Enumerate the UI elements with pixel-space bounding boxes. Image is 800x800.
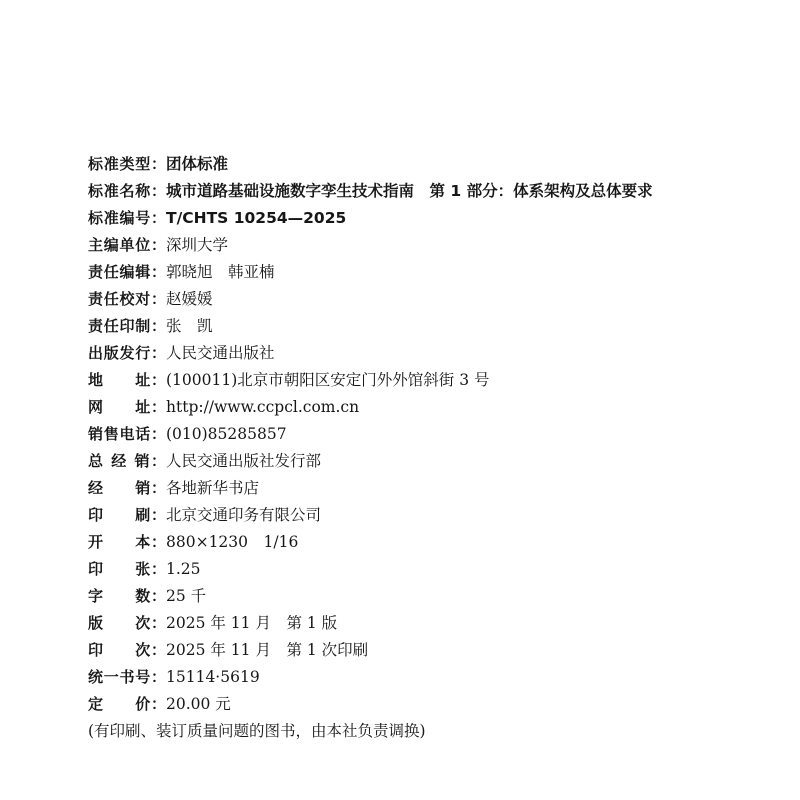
proofreader-row [88, 286, 778, 313]
proofreader-value: 赵媛媛 [166, 290, 213, 308]
printing-label: 印 次： [88, 641, 166, 659]
address-value: (100011)北京市朝阳区安定门外外馆斜街 3 号 [166, 371, 490, 389]
address-row [88, 367, 778, 394]
standard-type-label: 标准类型： [88, 155, 166, 173]
chief-editor-unit-row [88, 232, 778, 259]
publisher-label: 出版发行： [88, 344, 166, 362]
distributor-value: 各地新华书店 [166, 479, 260, 497]
word-count-label: 字 数： [88, 587, 166, 605]
price-row [88, 691, 778, 718]
responsible-editor-row [88, 259, 778, 286]
price-value: 20.00 元 [166, 695, 231, 713]
book-number-row [88, 664, 778, 691]
quality-exchange-note: (有印刷、装订质量问题的图书，由本社负责调换) [88, 722, 426, 740]
printed-sheets-value: 1.25 [166, 560, 201, 578]
distributor-row [88, 475, 778, 502]
website-row [88, 394, 778, 421]
standard-name-row [88, 178, 778, 205]
printing-value: 2025 年 11 月 第 1 次印刷 [166, 641, 369, 659]
standard-name-value: 城市道路基础设施数字孪生技术指南 第 1 部分：体系架构及总体要求 [166, 182, 653, 200]
printed-sheets-label: 印 张： [88, 560, 166, 578]
edition-value: 2025 年 11 月 第 1 版 [166, 614, 338, 632]
standard-number-value: T/CHTS 10254—2025 [166, 209, 347, 227]
edition-row [88, 610, 778, 637]
price-label: 定 价： [88, 695, 166, 713]
standard-number-label: 标准编号： [88, 209, 166, 227]
address-label: 地 址： [88, 371, 166, 389]
colophon-block [88, 151, 778, 745]
website-value: http://www.ccpcl.com.cn [166, 398, 360, 416]
website-label: 网 址： [88, 398, 166, 416]
sales-phone-label: 销售电话： [88, 425, 166, 443]
standard-type-value: 团体标准 [166, 155, 229, 173]
responsible-editor-label: 责任编辑： [88, 263, 166, 281]
chief-editor-unit-label: 主编单位： [88, 236, 166, 254]
chief-editor-unit-value: 深圳大学 [166, 236, 229, 254]
format-label: 开 本： [88, 533, 166, 551]
general-distributor-label: 总 经 销： [88, 452, 166, 470]
general-distributor-row [88, 448, 778, 475]
printed-sheets-row [88, 556, 778, 583]
proofreader-label: 责任校对： [88, 290, 166, 308]
print-supervisor-label: 责任印制： [88, 317, 166, 335]
standard-type-row [88, 151, 778, 178]
book-number-label: 统一书号： [88, 668, 166, 686]
general-distributor-value: 人民交通出版社发行部 [166, 452, 322, 470]
distributor-label: 经 销： [88, 479, 166, 497]
printing-row [88, 637, 778, 664]
format-row [88, 529, 778, 556]
standard-name-label: 标准名称： [88, 182, 166, 200]
word-count-value: 25 千 [166, 587, 207, 605]
book-number-value: 15114·5619 [166, 668, 260, 686]
edition-label: 版 次： [88, 614, 166, 632]
sales-phone-value: (010)85285857 [166, 425, 287, 443]
printer-label: 印 刷： [88, 506, 166, 524]
responsible-editor-value: 郭晓旭 韩亚楠 [166, 263, 275, 281]
printer-row [88, 502, 778, 529]
publisher-value: 人民交通出版社 [166, 344, 275, 362]
printer-value: 北京交通印务有限公司 [166, 506, 322, 524]
word-count-row [88, 583, 778, 610]
print-supervisor-value: 张 凯 [166, 317, 213, 335]
print-supervisor-row [88, 313, 778, 340]
standard-number-row [88, 205, 778, 232]
publisher-row [88, 340, 778, 367]
format-value: 880×1230 1/16 [166, 533, 299, 551]
sales-phone-row [88, 421, 778, 448]
